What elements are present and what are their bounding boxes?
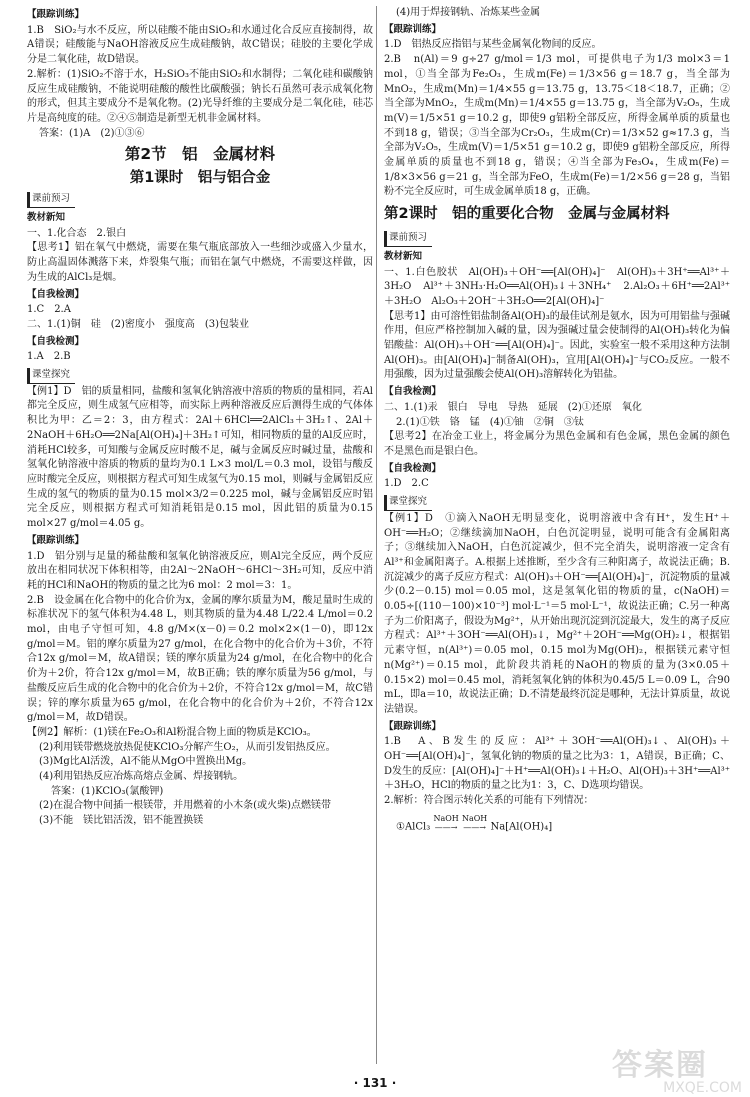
paragraph: 一、1.白色胶状 Al(OH)₃＋OH⁻══[Al(OH)₄]⁻ Al(OH)₃＋3H⁺══Al³⁺＋3H₂O Al³⁺＋3NH₃·H₂O══Al(OH)₃↓＋3NH₄⁺ 2.Al₂O₃＋6H⁺══2Al³⁺＋3H₂O Al₂O₃＋2OH⁻＋3H₂O══2[Al(OH)₄]⁻ xyxy=(384,266,730,307)
paragraph: 【思考2】在冶金工业上，将金属分为黑色金属和有色金属，黑色金属的颜色不是黑色而是银白色。 xyxy=(384,431,730,457)
section-label: 【跟踪训练】 xyxy=(384,23,442,35)
paragraph: 二、1.(1)汞 银白 导电 导热 延展 (2)①还原 氧化 xyxy=(384,401,642,413)
paragraph: 答案：(1)A (2)①③⑥ xyxy=(39,127,145,139)
section-label: 【跟踪训练】 xyxy=(27,534,85,546)
paragraph: 2.B 设金属在化合物中的化合价为x，金属的摩尔质量为M，酸足量时生成的标准状况下的氢气体积为4.48 L，则其物质的量为4.48 L/22.4 L/mol＝0.2 mol，由电子守恒可知，4.8 g/M×(x－0)＝0.2 mol×2×(1－0)，即12x g/mol＝M。铝的摩尔质量为27 g/mol，在化合物中的化合价为＋3价，不符合12x g/mol＝M，故A错误；镁的摩尔质量为24 g/mol，在化合物中的化合价为＋2价，符合12x g/mol＝M，故B正确；铁的摩尔质量为56 g/mol，与盐酸反应后生成的化合物中的化合价为＋2价，不符合12x g/mol＝M，故C错误；锌的摩尔质量为65 g/mol，在化合物中的化合价为＋2价，不符合12x g/mol＝M，故D错误。 xyxy=(27,594,373,724)
paragraph: 【思考1】铝在氧气中燃烧，需要在集气瓶底部放入一些细沙或盛入少量水，防止高温固体溅落下来，炸裂集气瓶；而铝在氯气中燃烧，不需要这样做，因为生成的AlCl₃是烟。 xyxy=(27,242,373,283)
arrow-2 xyxy=(462,812,487,835)
section-label-row xyxy=(27,532,373,550)
section-label-row xyxy=(384,460,730,478)
right-arrow-icon: ——→ xyxy=(434,822,458,832)
paragraph: 一、1.化合态 2.银白 xyxy=(27,227,127,239)
paragraph: (4)用于焊接钢轨、冶炼某些金属 xyxy=(396,7,541,18)
section-label: 【自我检测】 xyxy=(27,335,85,347)
section-label-row xyxy=(384,383,730,401)
paragraph: 【例1】D 铝的质量相同，盐酸和氢氧化钠溶液中溶质的物质的量相同，若Al都完全反应，则生成氢气应相等，而实际上两种溶液反应后测得生成的气体体积比为甲：乙＝2：3，由方程式：2Al＋6HCl══2AlCl₃＋3H₂↑、2Al＋2NaOH＋6H₂O══2Na[Al(OH)₄]＋3H₂↑可知，相同物质的量的Al反应时，消耗HCl较多，可知酸与金属反应时酸不足，碱与金属反应时碱过量，盐酸和氢氧化钠溶液中溶质的物质的量均为0.1 L×3 mol/L＝0.3 mol，设铝与酸反应时酸完全反应，则根据方程式可知生成氢气为0.15 mol，则碱与金属铝反应生成的氢气的物质的量为0.15 mol×3/2＝0.225 mol，碱与金属铝反应时铝完全反应，则根据方程式可知消耗铝是0.15 mol，因此铝的质量为0.15 mol×27 g/mol＝4.05 g。 xyxy=(27,385,373,530)
section-tag: 课前预习 xyxy=(384,231,432,247)
conversion-formula xyxy=(396,812,730,835)
paragraph: 2.(1)①铁 铬 锰 (4)①铀 ②铜 ③钛 xyxy=(396,416,584,428)
watermark-logo xyxy=(612,1040,742,1096)
formula-start: ①AlCl₃ xyxy=(396,821,431,833)
paragraph: 2.解析：(1)SiO₂不溶于水，H₂SiO₃不能由SiO₂和水制得；二氧化硅和碳酸钠反应生成硅酸钠，不能说明硅酸的酸性比碳酸强；钠长石虽然可表示成氧化物的形式，但其主要成分不是氧化物。(2)光导纤维的主要成分是二氧化硅，硅芯片是高纯度的硅。②④⑤制造是新型无机非金属材料。 xyxy=(27,68,373,124)
paragraph: (4)利用铝热反应冶炼高熔点金属、焊接钢轨。 xyxy=(39,771,244,783)
column-divider xyxy=(376,6,377,1064)
section-label: 【自我检测】 xyxy=(27,288,85,300)
paragraph: 1.D 2.C xyxy=(384,478,429,490)
section-tag-row xyxy=(27,189,373,209)
section-label-row xyxy=(27,6,373,24)
section-label-row xyxy=(27,209,373,227)
left-column xyxy=(27,6,373,829)
formula-end: Na[Al(OH)₄] xyxy=(490,821,553,833)
paragraph: 【例2】解析：(1)镁在Fe₂O₃和Al粉混合物上面的物质是KClO₃。 xyxy=(27,726,317,738)
section-label: 【自我检测】 xyxy=(384,386,442,398)
watermark-line2: MXQE.COM xyxy=(663,1080,742,1096)
arrow-2-label: NaOH xyxy=(461,813,488,823)
paragraph: 【例1】D ①滴入NaOH无明显变化，说明溶液中含有H⁺，发生H⁺＋OH⁻══H₂O；②继续滴加NaOH，白色沉淀明显，说明可能含有金属阳离子；③继续加入NaOH，白色沉淀减少，但不完全消失，说明溶液一定含有Al³⁺和金属阳离子。A.根据上述推断，至少含有三种阳离子，故说法正确；B.沉淀减少的离子反应方程式：Al(OH)₃＋OH⁻══[Al(OH)₄]⁻，沉淀物质的量减少(0.2－0.15) mol＝0.05 mol，这是氢氧化铝的物质的量，c(NaOH)＝0.05÷[(110－100)×10⁻³] mol·L⁻¹＝5 mol·L⁻¹，故说法正确；C.另一种离子为二价阳离子，假设为Mg²⁺，从开始出现沉淀到沉淀最大，发生的离子反应方程式：Al³⁺＋3OH⁻══Al(OH)₃↓，Mg²⁺＋2OH⁻══Mg(OH)₂↓，根据铝元素守恒，n(Al³⁺)＝0.05 mol，0.15 mol为Mg(OH)₂，根据镁元素守恒n(Mg²⁺)＝0.15 mol，此阶段共消耗的NaOH的物质的量为(3×0.05＋0.15×2) mol＝0.45 mol，消耗氢氧化钠的体积为0.45/5 L＝0.09 L，合90 mL，即a＝10，故说法正确；D.不清楚最终沉淀是哪种，无法计算质量，故说法错误。 xyxy=(384,512,730,715)
paragraph: 2.B n(Al)＝9 g÷27 g/mol＝1/3 mol，可提供电子为1/3 mol×3＝1 mol，①当全部为Fe₂O₃，生成m(Fe)＝1/3×56 g＝18.7 g，当全部为MnO₂，生成m(Mn)＝1/4×55 g＝13.75 g，13.75＜18＜18.7，正确；②当全部为MnO₂，生成m(Mn)＝1/4×55 g＝13.75 g，当全部为V₂O₅，生成m(V)＝1/5×51 g＝10.2 g，即使9 g铝粉全部反应，所得金属单质的质量也不到18 g，错误；③当全部为Cr₂O₃，生成m(Cr)＝1/3×52 g≈17.3 g，当全部为V₂O₅，生成m(V)＝1/5×51 g＝10.2 g，即使9 g铝粉全部反应，所得金属单质的质量也不到18 g，错误；④当全部为Fe₃O₄，生成m(Fe)＝1/8×3×56 g＝21 g，当全部为FeO，生成m(Fe)＝1/2×56 g＝28 g，当铝粉不完全反应时，可生成金属单质18 g，正确。 xyxy=(384,54,730,198)
paragraph: (2)在混合物中间插一根镁带，并用燃着的小木条(或火柴)点燃镁带 xyxy=(39,800,331,812)
section-tag: 课堂探究 xyxy=(384,495,432,511)
section-label-row xyxy=(27,333,373,351)
paragraph: 2.解析：符合图示转化关系的可能有下列情况： xyxy=(384,795,594,807)
paragraph: 1.D 铝分别与足量的稀盐酸和氢氧化钠溶液反应，则Al完全反应，两个反应放出在相同状况下体积相等，由2Al～2NaOH～6HCl～3H₂可知，反应中消耗的HCl和NaOH的物质的量之比为6 mol：2 mol＝3：1。 xyxy=(27,550,373,591)
paragraph: 二、1.(1)铜 硅 (2)密度小 强度高 (3)包装业 xyxy=(27,318,250,330)
page-number: · 131 · xyxy=(353,1076,397,1090)
section-label-row xyxy=(27,286,373,304)
paragraph: (3)不能 镁比铝活泼，铝不能置换镁 xyxy=(39,815,204,827)
paragraph: 【思考1】由可溶性铝盐制备Al(OH)₃的最佳试剂是氨水，因为可用铝盐与强碱作用，但应严格控制加入碱的量，因为强碱过量会使制得的Al(OH)₃转化为偏铝酸盐：Al(OH)₃＋OH⁻══[Al(OH)₄]⁻。因此，实验室一般不采用这种方法制Al(OH)₃。由[Al(OH)₄]⁻制备Al(OH)₃，宜用[Al(OH)₄]⁻与CO₂反应。一般不用强酸，因为过量强酸会使Al(OH)₃溶解转化为铝盐。 xyxy=(384,310,730,381)
paragraph: (3)Mg比Al活泼，Al不能从MgO中置换出Mg。 xyxy=(39,756,253,768)
paragraph: 答案：(1)KClO₃(氯酸钾) xyxy=(51,785,164,797)
section-tag: 课前预习 xyxy=(27,192,75,208)
section-label: 【跟踪训练】 xyxy=(384,720,442,732)
section-label-row xyxy=(384,718,730,736)
right-column xyxy=(384,6,730,838)
lesson-title: 第1课时 铝与铝合金 xyxy=(129,170,271,187)
paragraph: 1.B SiO₂与水不反应，所以硅酸不能由SiO₂和水通过化合反应直接制得，故A错误；硅酸能与NaOH溶液反应生成硅酸钠，故C错误；硅胶的主要化学成分是二氧化硅，故D错误。 xyxy=(27,24,373,66)
paragraph: 1.B A、B发生的反应：Al³⁺＋3OH⁻══Al(OH)₃↓、Al(OH)₃＋OH⁻══[Al(OH)₄]⁻，氢氧化钠的物质的量之比为3：1，A错误，B正确；C、D发生的反应：[Al(OH)₄]⁻＋H⁺══Al(OH)₃↓＋H₂O、Al(OH)₃＋3H⁺══Al³⁺＋3H₂O，HCl的物质的量之比为1：3，C、D选项均错误。 xyxy=(384,736,731,792)
lesson-title: 第2课时 铝的重要化合物 金属与金属材料 xyxy=(384,206,670,223)
section-tag-row xyxy=(384,492,730,512)
section-label: 【跟踪训练】 xyxy=(27,9,85,20)
section-label-row xyxy=(384,21,730,39)
section-tag-row xyxy=(384,228,730,248)
arrow-1 xyxy=(433,812,458,835)
paragraph: 1.A 2.B xyxy=(27,351,71,363)
section-tag-row xyxy=(27,365,373,385)
section-label: 教材新知 xyxy=(27,212,66,224)
section-label-row xyxy=(384,248,730,266)
section-title: 第2节 铝 金属材料 xyxy=(124,145,276,164)
arrow-1-label: NaOH xyxy=(433,813,459,823)
right-arrow-icon: ——→ xyxy=(463,822,486,832)
section-label: 【自我检测】 xyxy=(384,462,442,474)
section-label: 教材新知 xyxy=(384,250,423,262)
paragraph: (2)利用镁带燃烧放热促使KClO₃分解产生O₂，从而引发铝热反应。 xyxy=(39,741,336,753)
section-tag: 课堂探究 xyxy=(27,368,75,384)
paragraph: 1.D 铝热反应指铝与某些金属氧化物间的反应。 xyxy=(384,39,602,51)
watermark-line1: 答案圈 xyxy=(612,1048,708,1083)
paragraph: 1.C 2.A xyxy=(27,304,71,316)
